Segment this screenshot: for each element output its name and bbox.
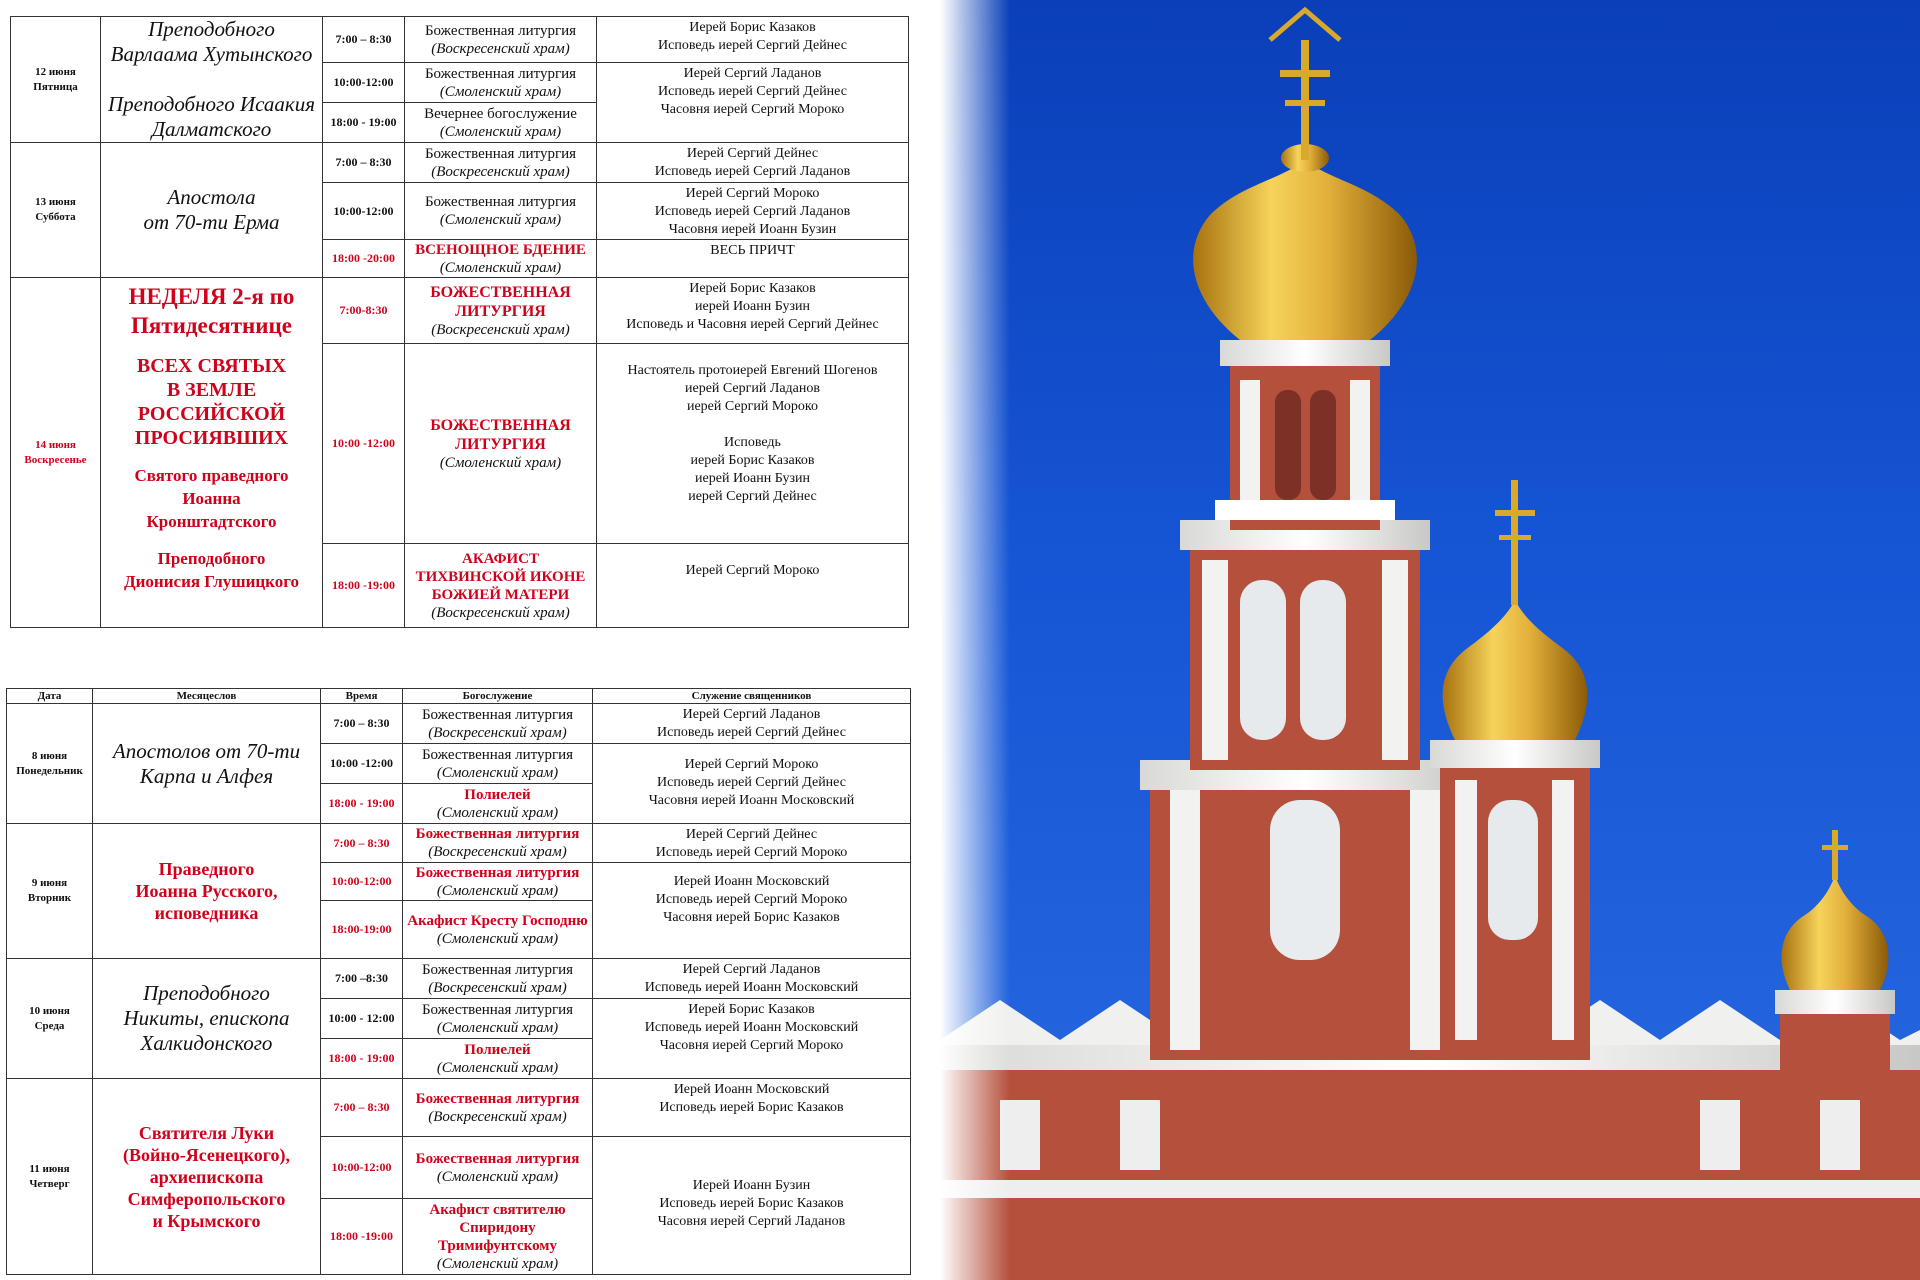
church-illustration — [940, 0, 1920, 1280]
time-cell: 18:00 - 19:00 — [321, 784, 403, 824]
feast-title: НЕДЕЛЯ 2-я по Пятидесятнице — [128, 284, 295, 338]
header-service: Богослужение — [403, 689, 593, 704]
service-cell: БОЖЕСТВЕННАЯ ЛИТУРГИЯ (Воскресенский храм) — [405, 278, 597, 344]
time-cell: 7:00-8:30 — [323, 278, 405, 344]
date-cell: 13 июня Суббота — [11, 143, 101, 278]
clergy-cell: Иерей Сергий Дейнес Исповедь иерей Сергий Мороко — [593, 824, 911, 863]
main-tower — [1140, 340, 1470, 1060]
service-cell: Божественная литургия (Смоленский храм) — [403, 1137, 593, 1199]
service-cell: Акафист Кресту Господню (Смоленский храм) — [403, 901, 593, 959]
service-cell: Акафист святителю Спиридону Тримифунтскому (Смоленский храм) — [403, 1199, 593, 1275]
time-cell: 18:00 -19:00 — [321, 1199, 403, 1275]
photo-fade-edge — [940, 0, 1010, 1280]
feast-cell: Апостолов от 70-ти Карпа и Алфея — [93, 704, 321, 824]
clergy-cell: Иерей Сергий Ладанов Исповедь иерей Сергий Дейнес — [593, 704, 911, 744]
time-cell: 18:00 -19:00 — [323, 544, 405, 628]
schedule-panel — [0, 0, 940, 1280]
schedule-table-bottom — [6, 688, 911, 1275]
service-cell: Божественная литургия (Смоленский храм) — [403, 999, 593, 1039]
feast-cell: Святителя Луки (Войно-Ясенецкого), архиепископа Симферопольского и Крымского — [93, 1079, 321, 1275]
time-cell: 18:00-19:00 — [321, 901, 403, 959]
clergy-cell: Иерей Борис Казаков Исповедь иерей Сергий Дейнес — [597, 17, 909, 63]
header-clergy: Служение священников — [593, 689, 911, 704]
time-cell: 10:00-12:00 — [323, 63, 405, 103]
time-cell: 18:00 - 19:00 — [321, 1039, 403, 1079]
clergy-cell: Иерей Иоанн Бузин Исповедь иерей Борис Казаков Часовня иерей Сергий Ладанов — [593, 1137, 911, 1275]
time-cell: 10:00-12:00 — [321, 1137, 403, 1199]
feast-cell — [101, 278, 323, 628]
feast-cell: Преподобного Никиты, епископа Халкидонского — [93, 959, 321, 1079]
time-cell: 7:00 – 8:30 — [323, 143, 405, 183]
clergy-cell: Иерей Иоанн Московский Исповедь иерей Борис Казаков — [593, 1079, 911, 1137]
second-tower — [1430, 480, 1600, 1060]
church-photo — [940, 0, 1920, 1280]
main-dome — [1193, 10, 1417, 340]
clergy-cell: ВЕСЬ ПРИЧТ — [597, 240, 909, 278]
table-row — [7, 1079, 911, 1137]
time-cell: 10:00-12:00 — [323, 183, 405, 240]
service-cell: Божественная литургия (Воскресенский храм) — [403, 704, 593, 744]
time-cell: 10:00 -12:00 — [323, 344, 405, 544]
service-cell: ВСЕНОЩНОЕ БДЕНИЕ (Смоленский храм) — [405, 240, 597, 278]
time-cell: 10:00 - 12:00 — [321, 999, 403, 1039]
table-row — [11, 143, 909, 183]
time-cell: 10:00-12:00 — [321, 863, 403, 901]
service-cell: Божественная литургия (Воскресенский храм) — [405, 143, 597, 183]
date-cell: 8 июня Понедельник — [7, 704, 93, 824]
feast-cell: Преподобного Варлаама Хутынского Преподобного Исаакия Далматского — [101, 17, 323, 143]
table-header-row — [7, 689, 911, 704]
time-cell: 7:00 –8:30 — [321, 959, 403, 999]
time-cell: 7:00 – 8:30 — [321, 824, 403, 863]
table-row — [7, 824, 911, 863]
time-cell: 7:00 – 8:30 — [323, 17, 405, 63]
date-cell: 14 июня Воскресенье — [11, 278, 101, 628]
clergy-cell: Иерей Иоанн Московский Исповедь иерей Сергий Мороко Часовня иерей Борис Казаков — [593, 863, 911, 959]
service-cell: Полиелей (Смоленский храм) — [403, 784, 593, 824]
clergy-cell: Иерей Борис Казаков иерей Иоанн Бузин Исповедь и Часовня иерей Сергий Дейнес — [597, 278, 909, 344]
clergy-cell: Настоятель протоиерей Евгений Шогенов иерей Сергий Ладанов иерей Сергий Мороко Исповедь иерей Борис Казаков иерей Иоанн Бузин иерей Сергий Дейнес — [597, 344, 909, 544]
date-cell: 11 июня Четверг — [7, 1079, 93, 1275]
time-cell: 7:00 – 8:30 — [321, 1079, 403, 1137]
service-cell: Вечернее богослужение (Смоленский храм) — [405, 103, 597, 143]
time-cell: 18:00 - 19:00 — [323, 103, 405, 143]
service-cell: АКАФИСТ ТИХВИНСКОЙ ИКОНЕ БОЖИЕЙ МАТЕРИ (Воскресенский храм) — [405, 544, 597, 628]
date-cell: 10 июня Среда — [7, 959, 93, 1079]
header-calendar: Месяцеслов — [93, 689, 321, 704]
service-cell: Божественная литургия (Смоленский храм) — [405, 63, 597, 103]
header-date: Дата — [7, 689, 93, 704]
service-cell: БОЖЕСТВЕННАЯ ЛИТУРГИЯ (Смоленский храм) — [405, 344, 597, 544]
service-cell: Полиелей (Смоленский храм) — [403, 1039, 593, 1079]
feast-cell: Праведного Иоанна Русского, исповедника — [93, 824, 321, 959]
table-row — [7, 704, 911, 744]
small-dome — [1775, 830, 1895, 1070]
table-row — [11, 278, 909, 344]
service-cell: Божественная литургия (Смоленский храм) — [403, 744, 593, 784]
clergy-cell: Иерей Сергий Мороко — [597, 544, 909, 628]
clergy-cell: Иерей Сергий Мороко Исповедь иерей Сергий Ладанов Часовня иерей Иоанн Бузин — [597, 183, 909, 240]
clergy-cell: Иерей Сергий Дейнес Исповедь иерей Сергий Ладанов — [597, 143, 909, 183]
table-row — [11, 17, 909, 63]
feast-saint-2: Преподобного Дионисия Глушицкого — [123, 549, 300, 591]
table-row — [7, 959, 911, 999]
date-cell: 9 июня Вторник — [7, 824, 93, 959]
feast-cell: Апостола от 70-ти Ерма — [101, 143, 323, 278]
clergy-cell: Иерей Сергий Ладанов Исповедь иерей Сергий Дейнес Часовня иерей Сергий Мороко — [597, 63, 909, 143]
feast-saint: Святого праведного Иоанна Кронштадтского — [134, 466, 289, 531]
time-cell: 18:00 -20:00 — [323, 240, 405, 278]
service-cell: Божественная литургия (Воскресенский храм) — [403, 824, 593, 863]
service-cell: Божественная литургия (Воскресенский храм) — [405, 17, 597, 63]
clergy-cell: Иерей Борис Казаков Исповедь иерей Иоанн Московский Часовня иерей Сергий Мороко — [593, 999, 911, 1079]
schedule-table-top — [10, 16, 909, 628]
time-cell: 10:00 -12:00 — [321, 744, 403, 784]
service-cell: Божественная литургия (Воскресенский храм) — [403, 959, 593, 999]
date-cell: 12 июня Пятница — [11, 17, 101, 143]
clergy-cell: Иерей Сергий Мороко Исповедь иерей Сергий Дейнес Часовня иерей Иоанн Московский — [593, 744, 911, 824]
service-cell: Божественная литургия (Смоленский храм) — [403, 863, 593, 901]
header-time: Время — [321, 689, 403, 704]
service-cell: Божественная литургия (Смоленский храм) — [405, 183, 597, 240]
time-cell: 7:00 – 8:30 — [321, 704, 403, 744]
service-cell: Божественная литургия (Воскресенский храм) — [403, 1079, 593, 1137]
clergy-cell: Иерей Сергий Ладанов Исповедь иерей Иоанн Московский — [593, 959, 911, 999]
feast-subtitle: ВСЕХ СВЯТЫХ В ЗЕМЛЕ РОССИЙСКОЙ ПРОСИЯВШИХ — [134, 355, 289, 449]
